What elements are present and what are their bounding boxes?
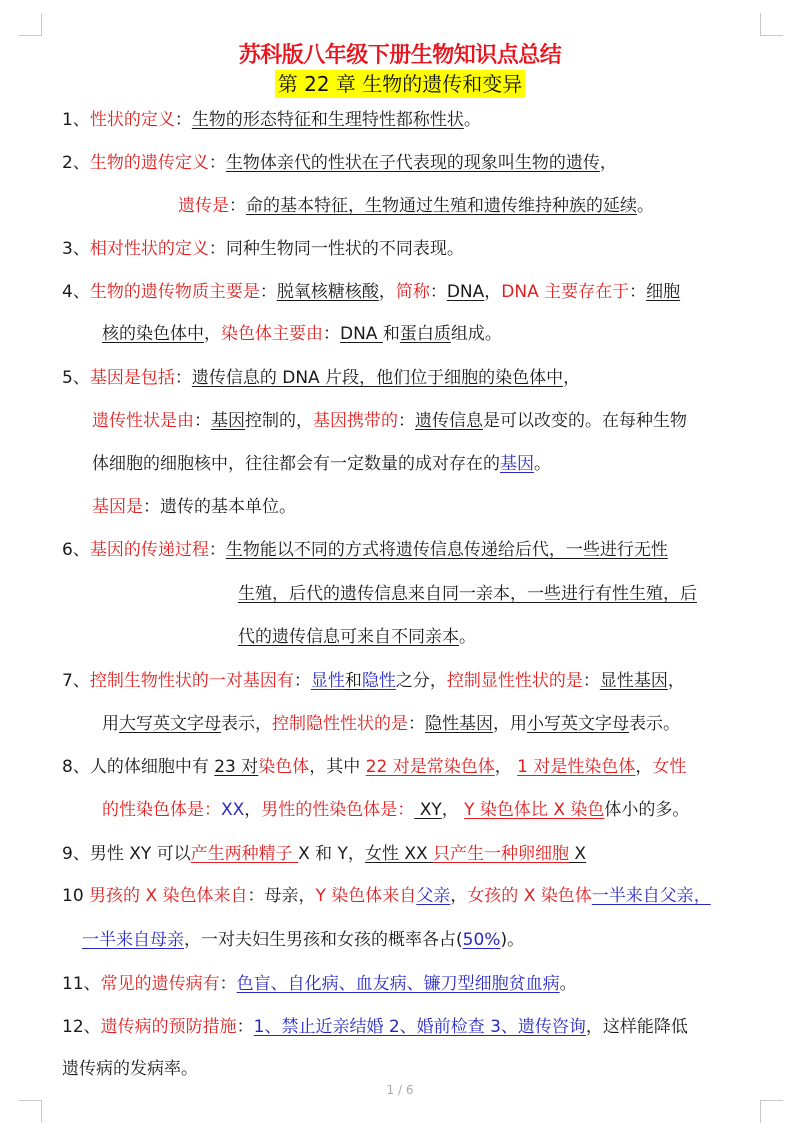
item-5 xyxy=(62,366,580,390)
page-indicator: 1 / 6 xyxy=(386,1083,414,1097)
page-corner-mark-bottom-left xyxy=(19,1100,42,1123)
chapter-heading: 第 22 章 生物的遗传和变异 xyxy=(275,70,526,98)
father-link[interactable]: 父亲 xyxy=(416,886,451,906)
item-5-line-4 xyxy=(92,495,296,519)
item-label: 控制显性性状的是 xyxy=(446,671,583,691)
half-from-mother-link[interactable]: 一半来自母亲 xyxy=(82,930,184,950)
item-text: 隐性基因 xyxy=(425,714,493,734)
page-corner-mark-bottom-right xyxy=(760,1100,783,1123)
item-text: 生物的形态特征和生理特性都称性状 xyxy=(191,110,464,130)
colon: ： xyxy=(293,671,311,691)
page-corner-mark-top-left xyxy=(19,13,42,36)
punct: 。 xyxy=(534,454,551,474)
item-text: 组成。 xyxy=(450,324,502,344)
page-corner-mark-top-right xyxy=(760,13,783,36)
colon: ： xyxy=(323,324,340,344)
item-number: 5、 xyxy=(62,368,90,388)
item-1 xyxy=(62,108,481,132)
item-text: 和 xyxy=(382,324,400,344)
item-text: X xyxy=(569,844,587,864)
colon: ： xyxy=(397,800,415,820)
half-from-father-link[interactable]: 一半来自父亲， xyxy=(591,886,711,906)
item-5-line-2 xyxy=(92,409,687,433)
punct: ， xyxy=(484,282,502,302)
item-number: 1、 xyxy=(62,110,90,130)
colon: ： xyxy=(398,411,415,431)
item-4 xyxy=(62,280,680,304)
recessive-link[interactable]: 隐性 xyxy=(361,671,396,691)
item-text: 代的遗传信息可来自不同亲本 xyxy=(238,627,459,647)
item-3 xyxy=(62,237,464,261)
item-text: X 和 Y， xyxy=(298,844,365,864)
punct: ， xyxy=(450,886,468,906)
item-text: 遗传的基本单位。 xyxy=(160,497,296,517)
item-2-line-2 xyxy=(178,194,654,218)
item-number: 12、 xyxy=(62,1017,101,1037)
colon: ： xyxy=(143,497,160,517)
item-number: 11、 xyxy=(62,974,101,994)
punct: 。 xyxy=(459,627,476,647)
item-text: 女性 XX xyxy=(364,844,434,864)
item-7-line-2 xyxy=(102,712,680,736)
dominant-link[interactable]: 显性 xyxy=(310,671,345,691)
item-text: 控制的， xyxy=(245,411,313,431)
item-text: 遗传信息 xyxy=(415,411,483,431)
item-8-line-2 xyxy=(102,798,689,822)
colon: ： xyxy=(174,368,192,388)
item-text: 用 xyxy=(102,714,119,734)
item-label: 女性 xyxy=(652,757,687,777)
item-number: 8、 xyxy=(62,757,90,777)
item-label: 生物的遗传物质主要是 xyxy=(89,282,260,302)
item-label: 控制隐性性状的是 xyxy=(272,714,408,734)
item-label: 男孩的 X 染色体来自 xyxy=(89,886,248,906)
genetic-diseases-link[interactable]: 色盲、自化病、血友病、镰刀型细胞贫血病 xyxy=(236,974,560,994)
item-7 xyxy=(62,669,685,693)
item-label: 生物的遗传定义 xyxy=(89,153,209,173)
punct: ， xyxy=(599,153,617,173)
item-text: 遗传病的发病率。 xyxy=(62,1059,198,1079)
punct: 。 xyxy=(637,196,654,216)
item-text: 细胞 xyxy=(646,282,681,302)
colon: ： xyxy=(259,282,277,302)
item-label: 控制生物性状的一对基因有 xyxy=(89,671,294,691)
item-text: ，这样能降低 xyxy=(585,1017,688,1037)
colon: ： xyxy=(208,540,226,560)
item-number: 3、 xyxy=(62,239,90,259)
item-text: ，一对夫妇生男孩和女孩的概率各占( xyxy=(184,930,463,950)
item-text: 体小的多。 xyxy=(604,800,690,820)
punct: ， xyxy=(635,757,653,777)
item-text: ，其中 xyxy=(309,757,366,777)
item-text: 小写英文字母 xyxy=(527,714,629,734)
item-label: 男性的性染色体是 xyxy=(261,800,398,820)
colon: ： xyxy=(247,886,265,906)
item-text: XX xyxy=(221,800,245,820)
item-label: 基因是 xyxy=(92,497,143,517)
item-12-line-2 xyxy=(62,1057,198,1081)
item-text: 脱氧核糖核酸 xyxy=(276,282,379,302)
item-label: DNA 主要存在于 xyxy=(501,282,630,302)
item-text: 表示， xyxy=(221,714,272,734)
punct: ， xyxy=(494,757,518,777)
colon: ： xyxy=(229,196,246,216)
item-text: 显性基因 xyxy=(599,671,668,691)
item-text: 蛋白质 xyxy=(399,324,451,344)
item-text: 和 xyxy=(344,671,362,691)
item-label: 性状的定义 xyxy=(89,110,175,130)
item-text: 23 对 xyxy=(214,757,259,777)
probability-link[interactable]: 50% xyxy=(462,930,501,950)
document-title: 苏科版八年级下册生物知识点总结 xyxy=(238,43,562,68)
item-label: 染色体主要由 xyxy=(221,324,323,344)
punct: ， xyxy=(244,800,262,820)
item-text: 体细胞的细胞核中，往往都会有一定数量的成对存在的 xyxy=(92,454,500,474)
item-text: 人的体细胞中有 xyxy=(89,757,215,777)
colon: ： xyxy=(629,282,647,302)
colon: ： xyxy=(236,1017,254,1037)
item-text: 22 对是常染色体 xyxy=(365,757,495,777)
item-label: 遗传是 xyxy=(178,196,229,216)
punct: ， xyxy=(441,800,465,820)
punct: ， xyxy=(378,282,396,302)
item-text: 男性 XY 可以 xyxy=(89,844,191,864)
item-text: 只产生一种卵细胞 xyxy=(433,844,570,864)
item-text: 生物能以不同的方式将遗传信息传递给后代，一些进行无性 xyxy=(225,540,668,560)
item-text: 母亲， xyxy=(264,886,316,906)
item-label: Y 染色体来自 xyxy=(315,886,417,906)
punct: 。 xyxy=(559,974,577,994)
item-text: DNA xyxy=(446,282,485,302)
item-text: 遗传信息的 DNA 片段，他们位于细胞的染色体中 xyxy=(191,368,564,388)
colon: ： xyxy=(219,974,237,994)
colon: ： xyxy=(194,411,211,431)
item-label: 相对性状的定义 xyxy=(89,239,209,259)
colon: ： xyxy=(408,714,425,734)
item-label: 的性染色体是 xyxy=(102,800,204,820)
colon: ： xyxy=(429,282,447,302)
punct: ， xyxy=(563,368,581,388)
item-text: 表示。 xyxy=(629,714,680,734)
item-text: DNA xyxy=(340,324,383,344)
colon: ： xyxy=(208,153,226,173)
item-text: 生殖，后代的遗传信息来自同一亲本，一些进行有性生殖，后 xyxy=(238,584,697,604)
gene-link[interactable]: 基因 xyxy=(500,454,534,474)
item-label: 基因的传递过程 xyxy=(89,540,209,560)
item-9 xyxy=(62,842,586,866)
punct: ， xyxy=(204,324,221,344)
item-2 xyxy=(62,151,617,175)
item-text: ，用 xyxy=(493,714,527,734)
item-5-line-3 xyxy=(92,452,551,476)
prevention-measures-link[interactable]: 1、禁止近亲结婚 2、婚前检查 3、遗传咨询 xyxy=(253,1017,586,1037)
item-label: 常见的遗传病有 xyxy=(100,974,220,994)
item-10 xyxy=(62,884,711,908)
item-text: 命的基本特征，生物通过生殖和遗传维持种族的延续 xyxy=(246,196,637,216)
item-text: 核的染色体中 xyxy=(102,324,204,344)
item-text: 大写英文字母 xyxy=(119,714,221,734)
item-number: 2、 xyxy=(62,153,90,173)
colon: ： xyxy=(208,239,226,259)
item-text: 之分， xyxy=(395,671,447,691)
item-label: 基因是包括 xyxy=(89,368,175,388)
item-8 xyxy=(62,755,686,779)
punct: )。 xyxy=(500,930,525,950)
item-4-line-2 xyxy=(102,322,502,346)
punct: 。 xyxy=(463,110,481,130)
item-label: 简称 xyxy=(395,282,430,302)
item-label: 女孩的 X 染色体 xyxy=(467,886,592,906)
item-number: 7、 xyxy=(62,671,90,691)
item-label: 遗传病的预防措施 xyxy=(100,1017,237,1037)
item-12 xyxy=(62,1015,688,1039)
item-text: 基因 xyxy=(211,411,245,431)
item-number: 10 xyxy=(62,886,90,906)
item-11 xyxy=(62,972,577,996)
colon: ： xyxy=(174,110,192,130)
item-6-line-2 xyxy=(238,582,697,606)
item-label: 基因携带的 xyxy=(313,411,398,431)
item-text: Y 染色体比 X 染色 xyxy=(464,800,605,820)
item-number: 6、 xyxy=(62,540,90,560)
item-text: 产生两种精子 xyxy=(190,844,299,864)
item-number: 9、 xyxy=(62,844,90,864)
item-number: 4、 xyxy=(62,282,90,302)
punct: ， xyxy=(667,671,685,691)
item-text: 1 对是性染色体 xyxy=(517,757,636,777)
item-text: 是可以改变的。在每种生物 xyxy=(483,411,687,431)
item-label: 遗传性状是由 xyxy=(92,411,194,431)
item-text: XY xyxy=(414,800,442,820)
item-6 xyxy=(62,538,668,562)
colon: ： xyxy=(204,800,221,820)
item-label: 染色体 xyxy=(258,757,310,777)
item-10-line-2 xyxy=(82,928,524,952)
item-text: 同种生物同一性状的不同表现。 xyxy=(225,239,464,259)
item-text: 生物体亲代的性状在子代表现的现象叫生物的遗传 xyxy=(225,153,600,173)
item-6-line-3 xyxy=(238,625,476,649)
colon: ： xyxy=(582,671,600,691)
